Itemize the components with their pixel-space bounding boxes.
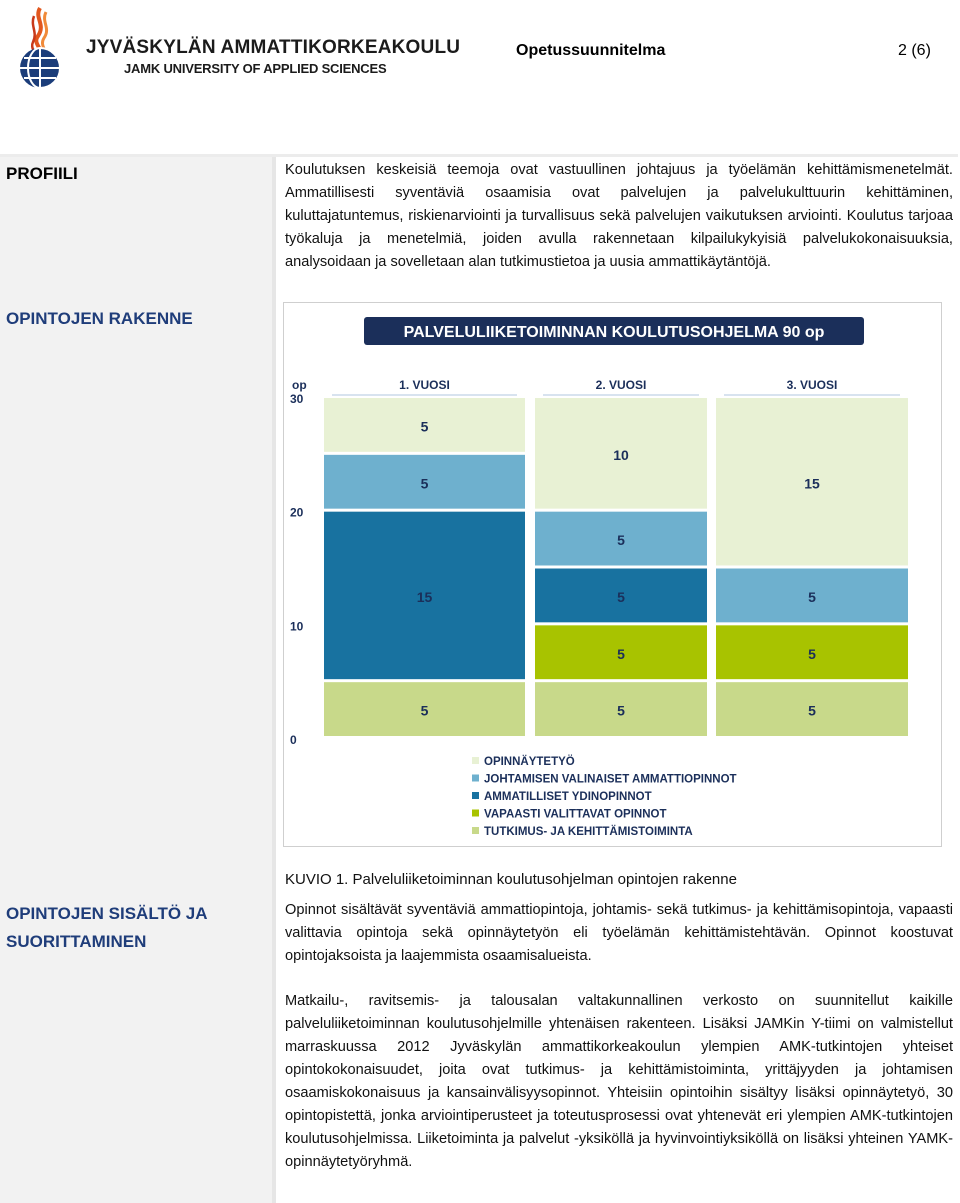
jamk-logo-icon (6, 4, 74, 90)
content-heading-line2: SUORITTAMINEN (6, 932, 147, 951)
bar-value-label: 5 (808, 702, 816, 719)
content-paragraph-1: Opinnot sisältävät syventäviä ammattiopintoja, johtamis- sekä tutkimus- ja kehittämisopintoja, vapaasti valittavia opintoja sekä opinnäytetyön eli työelämän kehittämistehtävän. Opinnot koostuvat opintojaksoista ja laajemmista osaamisalueista. (285, 902, 953, 964)
y-axis-label: op (292, 378, 307, 392)
page-number: 2 (6) (898, 42, 931, 59)
bar-value-label: 5 (420, 702, 429, 719)
y-tick-label: 30 (290, 392, 304, 406)
legend-swatch (472, 810, 479, 817)
bar-value-label: 5 (808, 645, 816, 662)
stacked-bar-chart (284, 303, 941, 846)
content-heading-line1: OPINTOJEN SISÄLTÖ JA (6, 904, 208, 923)
legend-label: VAPAASTI VALITTAVAT OPINNOT (484, 808, 667, 821)
legend-swatch (472, 792, 479, 799)
x-category-label: 3. VUOSI (786, 378, 838, 392)
x-category-label: 2. VUOSI (595, 378, 647, 392)
content-heading (6, 900, 208, 956)
bar-value-label: 5 (617, 532, 625, 549)
bar-value-label: 5 (420, 475, 429, 492)
column-divider (272, 157, 276, 1203)
bar-value-label: 5 (420, 418, 429, 435)
study-structure-chart (283, 302, 942, 847)
bar-value-label: 5 (808, 588, 816, 605)
bar-value-label: 15 (416, 588, 433, 605)
y-tick-label: 20 (290, 505, 304, 520)
legend-swatch (472, 775, 479, 782)
bar-value-label: 5 (617, 588, 625, 605)
logo-text-finnish: JYVÄSKYLÄN AMMATTIKORKEAKOULU (86, 37, 461, 58)
legend-swatch (472, 757, 479, 764)
profile-heading: PROFIILI (6, 164, 78, 183)
content-paragraph-2: Matkailu-, ravitsemis- ja talousalan valtakunnallinen verkosto on suunnitellut kaikille palveluliiketoiminnan koulutusohjelmille yhtenäisen rakenteen. Lisäksi JAMKin Y-tiimi on valmistellut marraskuussa 2012 Jyväskylän ammattikorkeakoulun ylempien AMK-tutkintojen yhteiset opintokokonaisuudet, joita ovat tutkimus- ja kehittämistoiminta, yrittäjyyden ja johtamisen osaamiskokonaisuus ja kansainvälisyysopinnot. Yhteisiin opintoihin sisältyy lisäksi opinnäytetyö, 30 opintopistettä, jonka arviointiperusteet ja toteutusprosessi ovat yhtenevät eri ylempien AMK-tutkintojen koulutusohjelmissa. Liiketoiminta ja palvelut -yksiköllä ja hyvinvointiyksiköllä on lisäksi yhteinen YAMK-opinnäytetyöryhmä. (285, 993, 953, 1170)
chart-title: PALVELULIIKETOIMINNAN KOULUTUSOHJELMA 90 op (403, 324, 825, 341)
bar-value-label: 10 (613, 446, 629, 463)
legend-label: TUTKIMUS- JA KEHITTÄMISTOIMINTA (484, 826, 693, 838)
y-tick-label: 10 (290, 619, 304, 634)
bar-value-label: 15 (804, 475, 820, 492)
x-category-label: 1. VUOSI (399, 378, 450, 392)
document-title: Opetussuunnitelma (516, 42, 666, 59)
legend-label: OPINNÄYTETYÖ (484, 756, 575, 768)
y-tick-label: 0 (290, 733, 297, 747)
bar-value-label: 5 (617, 702, 625, 719)
legend-swatch (472, 827, 479, 834)
figure-caption: KUVIO 1. Palveluliiketoiminnan koulutusohjelman opintojen rakenne (285, 871, 737, 888)
legend-label: JOHTAMISEN VALINAISET AMMATTIOPINNOT (484, 773, 737, 786)
page-header (0, 0, 960, 100)
legend-label: AMMATILLISET YDINOPINNOT (484, 791, 652, 803)
logo-text-english: JAMK UNIVERSITY OF APPLIED SCIENCES (124, 61, 387, 76)
profile-text: Koulutuksen keskeisiä teemoja ovat vastuullinen johtajuus ja työelämän kehittämismenetelmät. Ammatillisesti syventäviä osaamisia ovat palvelujen ja palvelukulttuurin kehittäminen, kuluttajatuntemus, riskienarviointi ja turvallisuus sekä palvelujen vaikutuksen arviointi. Koulutus tarjoaa työkaluja ja menetelmiä, joiden avulla rakennetaan kilpailukykyisiä palvelukokonaisuuksia, analysoidaan ja sovelletaan alan tutkimustietoa ja uusia ammattikäytäntöjä. (285, 162, 953, 270)
structure-heading: OPINTOJEN RAKENNE (6, 309, 193, 328)
bar-value-label: 5 (617, 645, 625, 662)
